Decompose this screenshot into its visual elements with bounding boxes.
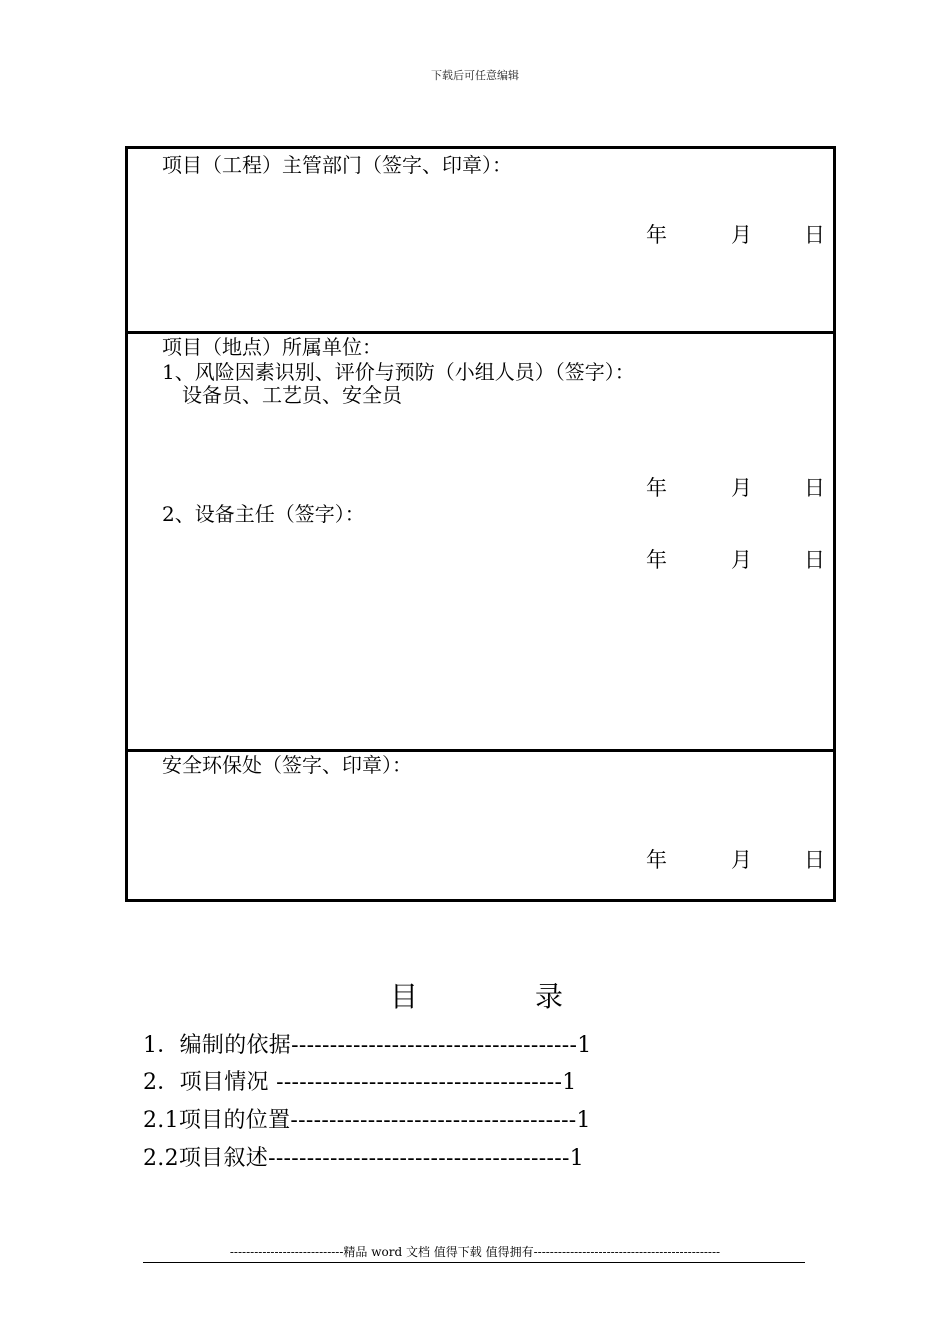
day-label: 日: [804, 476, 825, 500]
date-row: [646, 474, 826, 502]
month-label: 月: [731, 848, 752, 872]
section-project-department: [128, 149, 833, 331]
toc-item[interactable]: 2．项目情况 -------------------------------------1: [143, 1070, 577, 1095]
day-label: 日: [804, 548, 825, 572]
date-row: [646, 546, 826, 574]
date-row: [646, 846, 826, 874]
month-label: 月: [731, 223, 752, 247]
toc-title-part1: 目: [390, 980, 419, 1013]
year-label: 年: [646, 548, 667, 572]
section-safety-env: [128, 749, 833, 902]
toc-item[interactable]: 2.2项目叙述---------------------------------------1: [143, 1146, 584, 1171]
month-label: 月: [731, 548, 752, 572]
section-project-unit: [128, 331, 833, 752]
footer-divider: [143, 1262, 805, 1263]
day-label: 日: [804, 848, 825, 872]
toc-item[interactable]: 2.1项目的位置-------------------------------------1: [143, 1108, 591, 1133]
day-label: 日: [804, 223, 825, 247]
risk-group-label: 1、风险因素识别、评价与预防（小组人员）（签字）：: [162, 360, 635, 384]
section-label: 项目（工程）主管部门（签字、印章）：: [162, 153, 512, 177]
year-label: 年: [646, 476, 667, 500]
section-label: 项目（地点）所属单位：: [162, 335, 382, 359]
month-label: 月: [731, 476, 752, 500]
signature-table: [125, 146, 836, 902]
staff-roles-label: 设备员、工艺员、安全员: [182, 383, 402, 407]
year-label: 年: [646, 223, 667, 247]
date-row: [646, 221, 826, 249]
year-label: 年: [646, 848, 667, 872]
equipment-director-label: 2、设备主任（签字）：: [162, 502, 365, 526]
footer-note: ----------------------------精品 word 文档 值得下载 值得拥有----------------------------------------------: [229, 1245, 721, 1259]
header-note: 下载后可任意编辑: [431, 69, 519, 82]
section-label: 安全环保处（签字、印章）：: [162, 753, 412, 777]
toc-item[interactable]: 1．编制的依据-------------------------------------1: [143, 1033, 592, 1058]
toc-title: [390, 977, 580, 1017]
toc-title-part2: 录: [535, 980, 564, 1013]
